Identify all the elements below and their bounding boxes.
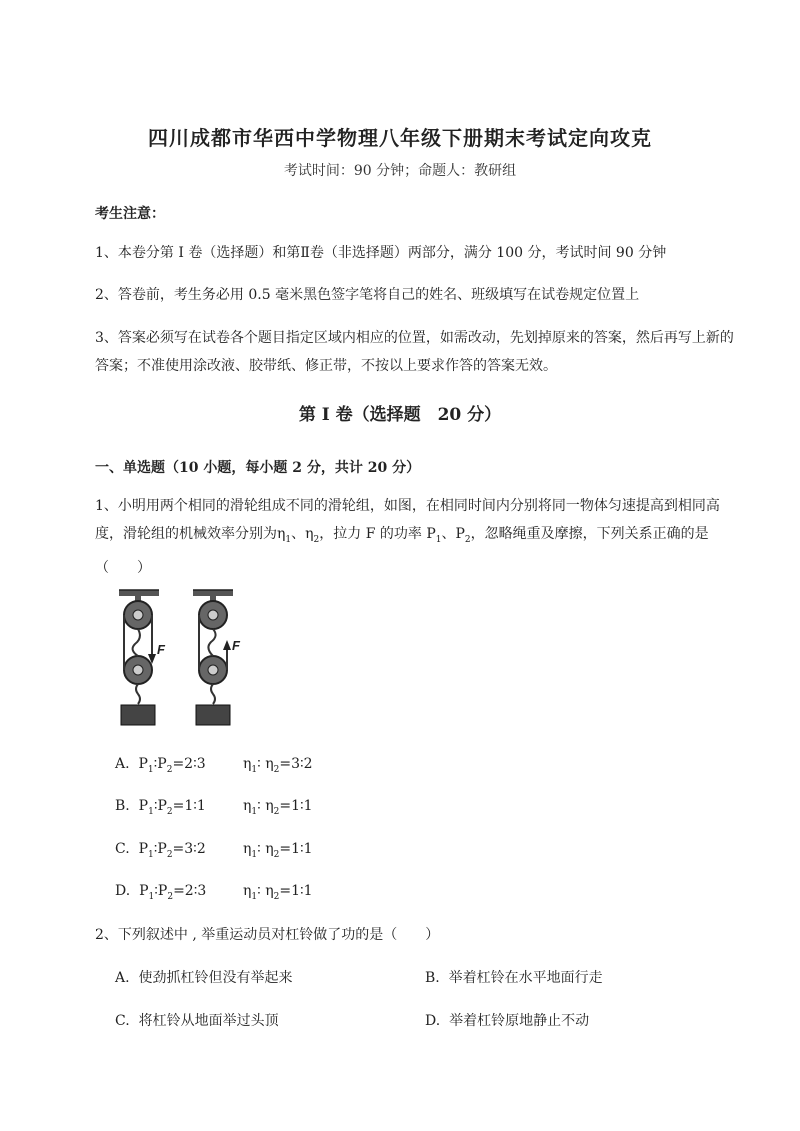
q2-option-c[interactable]: C. 将杠铃从地面举过头顶 bbox=[115, 1013, 279, 1029]
q1-option-d[interactable]: D. $P_1∶P_2=2∶3$ bbox=[115, 883, 207, 902]
pulley-system-figure bbox=[113, 588, 253, 730]
page-title: 四川成都市华西中学物理八年级下册期末考试定向攻克 bbox=[148, 126, 652, 150]
q1-option-c-eta: $\eta_1∶$ $\eta_2=1∶1$ bbox=[243, 841, 313, 860]
pulley-group-right bbox=[193, 590, 241, 725]
notice-label: 考生注意： bbox=[95, 206, 165, 222]
q1-option-c[interactable]: C. $P_1∶P_2=3∶2$ bbox=[115, 841, 206, 860]
force-label-right: F bbox=[232, 638, 240, 653]
q1-option-d-eta: $\eta_1∶$ $\eta_2=1∶1$ bbox=[243, 883, 313, 902]
force-arrow-right bbox=[223, 640, 231, 650]
force-label-left: F bbox=[157, 642, 165, 657]
ceiling-mount-right bbox=[193, 590, 233, 596]
q1-option-b[interactable]: B. $P_1∶P_2=1∶1$ bbox=[115, 798, 206, 817]
notice-item-2: 2、答卷前，考生务必用 0.5 毫米黑色签字笔将自己的姓名、班级填写在试卷规定位置上 bbox=[95, 287, 640, 303]
weight-block-left bbox=[121, 705, 155, 725]
exam-info: 考试时间：90 分钟；命题人：教研组 bbox=[283, 163, 517, 179]
q1-option-b-eta: $\eta_1∶$ $\eta_2=1∶1$ bbox=[243, 798, 313, 817]
ceiling-mount-left bbox=[119, 590, 159, 596]
notice-item-1: 1、本卷分第 I 卷（选择题）和第Ⅱ卷（非选择题）两部分，满分 100 分，考试时间 90 分钟 bbox=[95, 245, 667, 261]
pulley-group-left bbox=[119, 590, 166, 725]
q2-option-b[interactable]: B. 举着杠铃在水平地面行走 bbox=[425, 970, 603, 986]
q1-option-a[interactable]: A. $P_1∶P_2=2∶3$ bbox=[115, 756, 206, 775]
part-title: 一、单选题（10 小题，每小题 2 分，共计 20 分） bbox=[95, 460, 421, 476]
q2-option-d[interactable]: D. 举着杠铃原地静止不动 bbox=[425, 1013, 590, 1029]
q2-option-a[interactable]: A. 使劲抓杠铃但没有举起来 bbox=[115, 970, 293, 986]
section-title: 第 I 卷（选择题 20 分） bbox=[298, 405, 502, 425]
notice-item-3: 3、答案必须写在试卷各个题目指定区域内相应的位置，如需改动，先划掉原来的答案，然后再写上新的答案；不准使用涂改液、胶带纸、修正带，不按以上要求作答的答案无效。 bbox=[95, 330, 734, 374]
weight-block-right bbox=[196, 705, 230, 725]
question-2-stem: 2、下列叙述中 , 举重运动员对杠铃做了功的是（ ） bbox=[95, 927, 440, 943]
q1-option-a-eta: $\eta_1∶$ $\eta_2=3∶2$ bbox=[243, 756, 313, 775]
question-1-stem: 1、小明用两个相同的滑轮组成不同的滑轮组，如图，在相同时间内分别将同一物体匀速提高到相同高度，滑轮组的机械效率分别为$\eta_1$、$\eta_2$，拉力 F 的功率 $P_1$、$P_2$，忽略绳重及摩擦，下列关系正确的是（ ） bbox=[95, 498, 720, 576]
